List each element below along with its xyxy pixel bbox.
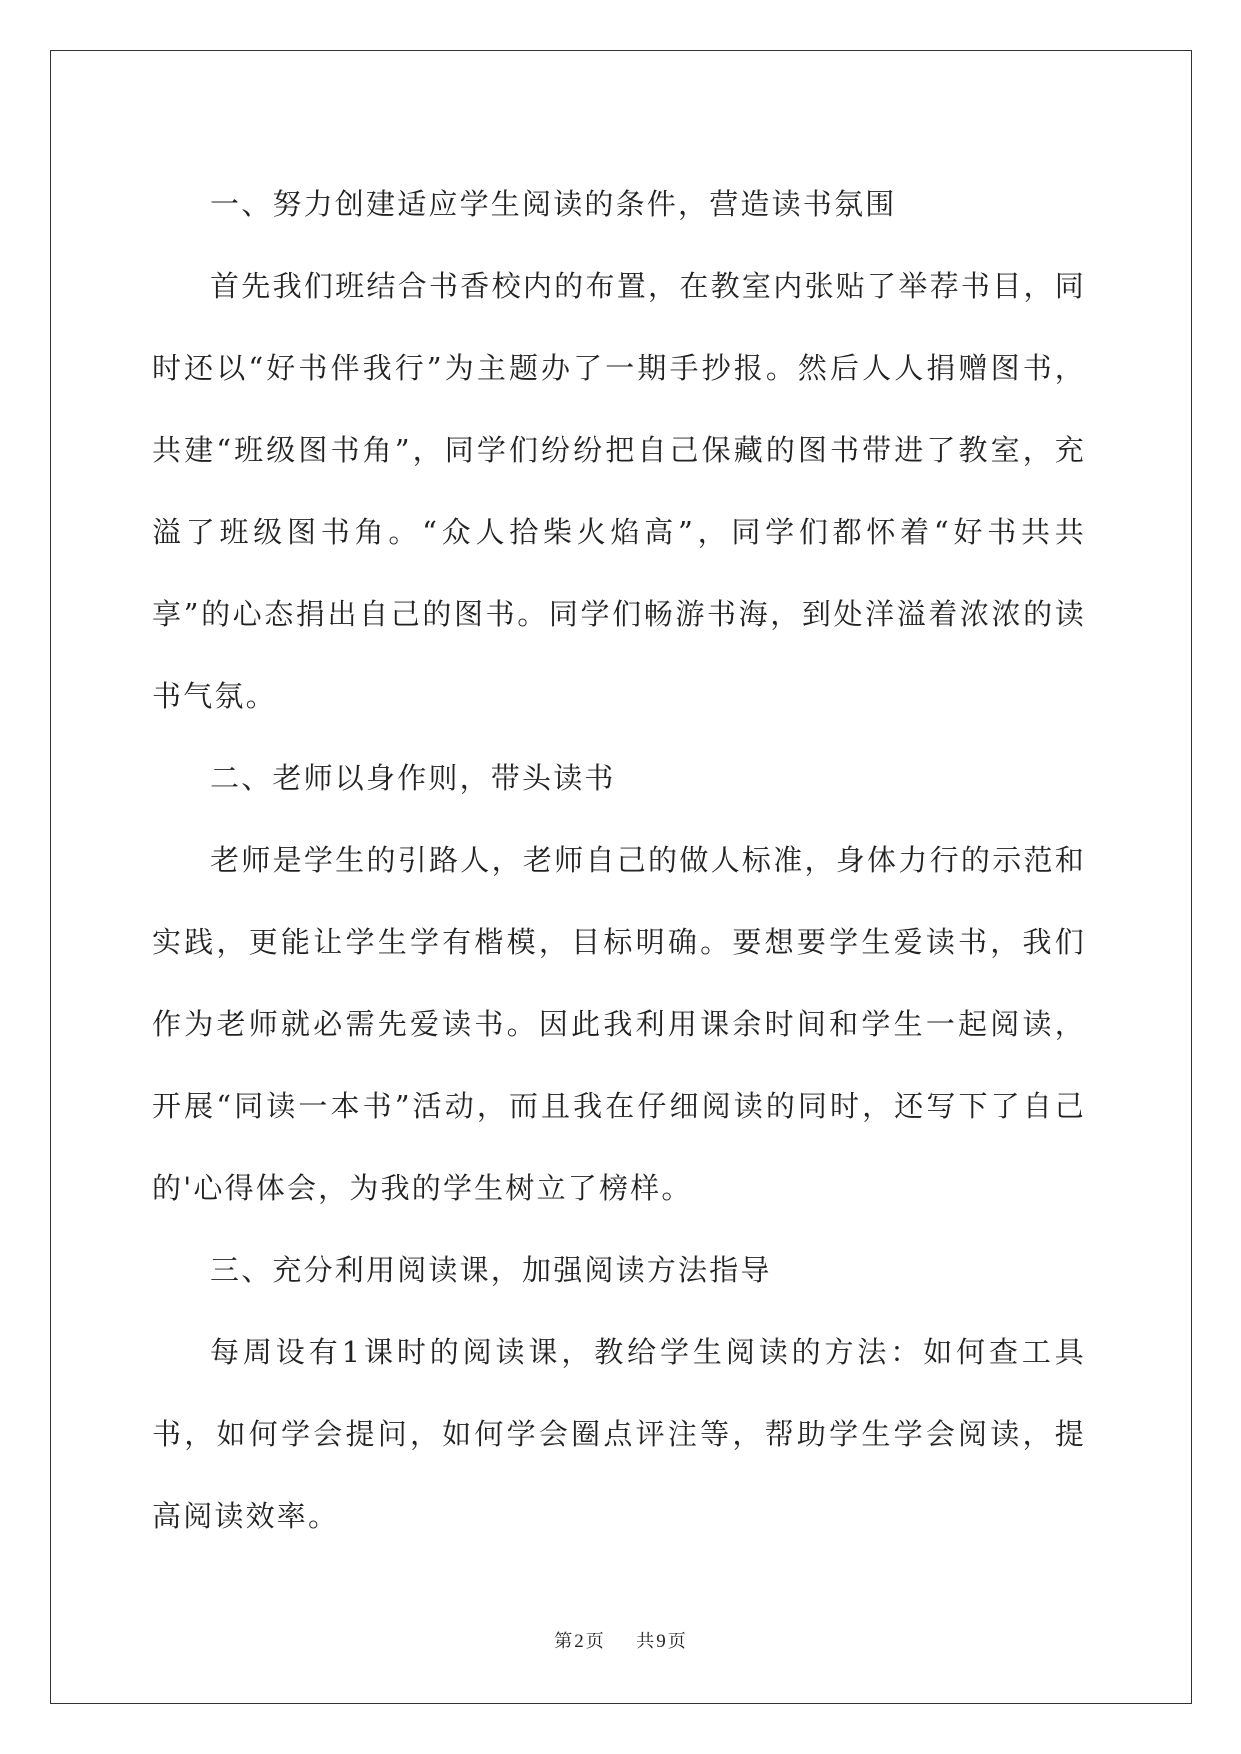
document-body xyxy=(152,163,1086,1557)
section-heading-1: 一、努力创建适应学生阅读的条件，营造读书氛围 xyxy=(210,187,897,221)
total-page-number: 9 xyxy=(656,1631,667,1652)
section-heading-2: 二、老师以身作则，带头读书 xyxy=(210,761,616,795)
section-paragraph-1: 首先我们班结合书香校内的布置，在教室内张贴了举荐书目，同时还以“好书伴我行”为主题办了一期手抄报。然后人人捐赠图书，共建“班级图书角”，同学们纷纷把自己保藏的图书带进了教室，充溢了班级图书角。“众人拾柴火焰高”，同学们都怀着“好书共共享”的心态捐出自己的图书。同学们畅游书海，到处洋溢着浓浓的读书气氛。 xyxy=(152,269,1086,713)
section-paragraph-2: 老师是学生的引路人，老师自己的做人标准，身体力行的示范和实践，更能让学生学有楷模，目标明确。要想要学生爱读书，我们作为老师就必需先爱读书。因此我利用课余时间和学生一起阅读，开展“同读一本书”活动，而且我在仔细阅读的同时，还写下了自己的'心得体会，为我的学生树立了榜样。 xyxy=(152,843,1086,1205)
section-paragraph-3: 每周设有1课时的阅读课，教给学生阅读的方法：如何查工具书，如何学会提问，如何学会圈点评注等，帮助学生学会阅读，提高阅读效率。 xyxy=(152,1335,1086,1533)
section-heading-3: 三、充分利用阅读课，加强阅读方法指导 xyxy=(210,1253,772,1287)
page-number-label: 第2页 xyxy=(554,1631,605,1652)
current-page-number: 2 xyxy=(574,1631,585,1652)
page-footer xyxy=(0,1627,1241,1653)
total-pages-label: 共9页 xyxy=(636,1631,687,1652)
